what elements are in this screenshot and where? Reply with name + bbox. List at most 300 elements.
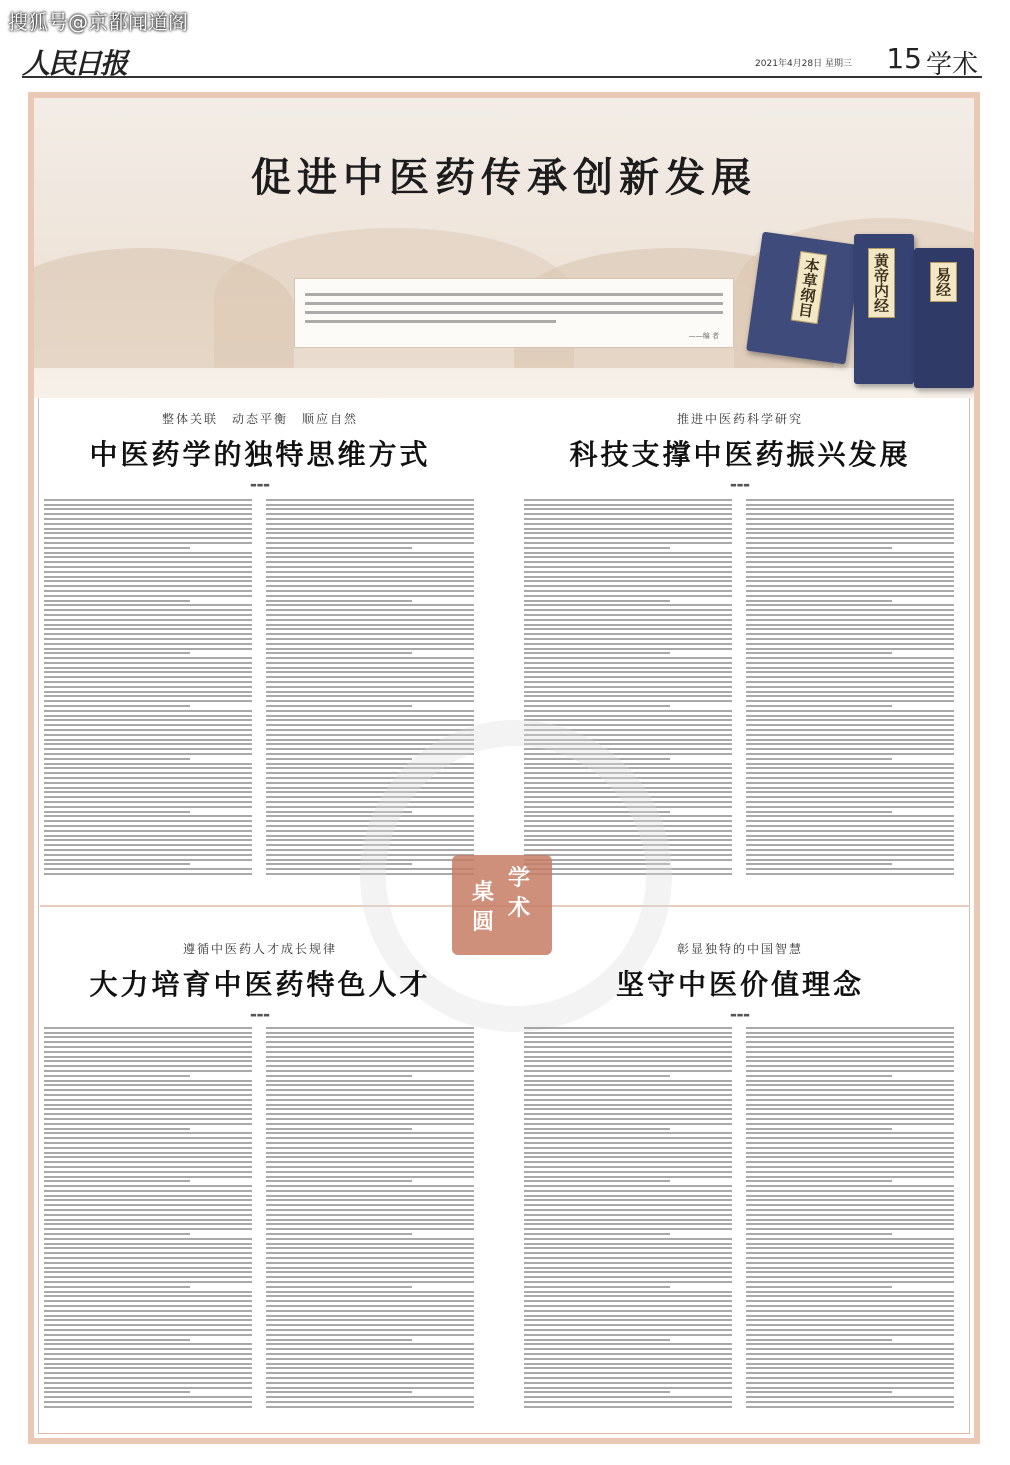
text-line <box>266 1382 474 1384</box>
text-line <box>44 1156 252 1158</box>
article-headline: 大力培育中医药特色人才 <box>89 968 431 1001</box>
text-line <box>266 758 412 760</box>
text-line <box>44 528 252 530</box>
text-line <box>746 499 954 501</box>
text-line <box>524 590 732 592</box>
text-line <box>746 585 954 587</box>
text-line <box>266 1243 474 1245</box>
text-line <box>44 585 252 587</box>
article-headline: 中医药学的独特思维方式 <box>89 438 431 471</box>
text-line <box>524 1247 732 1249</box>
text-line <box>524 1358 732 1360</box>
text-line <box>44 1108 252 1110</box>
masthead <box>22 42 982 78</box>
text-line <box>746 604 954 606</box>
text-line <box>746 700 954 702</box>
text-line <box>266 1343 474 1345</box>
text-line <box>746 729 954 731</box>
text-line <box>746 1377 954 1379</box>
text-line <box>746 1310 954 1312</box>
text-line <box>746 825 954 827</box>
text-line <box>746 1118 954 1120</box>
text-line <box>266 619 474 621</box>
text-line <box>746 1305 954 1307</box>
text-line <box>266 1065 474 1067</box>
text-line <box>746 1401 954 1403</box>
text-line <box>44 796 252 798</box>
text-line <box>44 1267 252 1269</box>
text-line <box>266 1377 474 1379</box>
text-line <box>44 523 252 525</box>
text-line <box>44 1291 252 1293</box>
text-line <box>746 777 954 779</box>
article-byline: ▬▬▬ <box>730 481 750 489</box>
text-line <box>266 1363 474 1365</box>
text-line <box>524 1223 732 1225</box>
text-line <box>746 734 954 736</box>
text-line <box>266 1147 474 1149</box>
text-line <box>524 1305 732 1307</box>
text-line <box>266 1113 474 1115</box>
text-line <box>524 556 732 558</box>
text-line <box>524 552 732 554</box>
text-line <box>44 657 252 659</box>
text-line <box>266 1262 474 1264</box>
article-4-body <box>524 1024 954 1409</box>
text-line <box>266 1094 474 1096</box>
text-line <box>746 724 954 726</box>
text-line <box>524 1252 732 1254</box>
text-line <box>524 695 732 697</box>
watermark: 搜狐号@京都闻道阁 <box>8 10 188 34</box>
text-line <box>746 753 954 755</box>
text-line <box>524 1094 732 1096</box>
text-line <box>746 532 954 534</box>
text-line <box>746 643 954 645</box>
text-line <box>746 811 892 813</box>
text-line <box>44 787 252 789</box>
text-line <box>524 513 732 515</box>
section-name: 学术 <box>925 50 978 80</box>
text-line <box>44 1104 252 1106</box>
text-line <box>746 1176 954 1178</box>
seal-char: 术 <box>508 895 531 921</box>
text-line <box>266 719 474 721</box>
text-line <box>44 1075 190 1077</box>
text-line <box>44 1262 252 1264</box>
text-line <box>524 691 732 693</box>
text-line <box>524 1319 732 1321</box>
text-line <box>266 1137 474 1139</box>
text-line <box>746 1358 954 1360</box>
text-line <box>524 1233 670 1235</box>
text-line <box>524 676 732 678</box>
text-line <box>524 1185 732 1187</box>
text-line <box>266 614 474 616</box>
text-line <box>266 532 474 534</box>
text-line <box>44 628 252 630</box>
text-line <box>44 1252 252 1254</box>
text-line <box>44 1334 252 1336</box>
text-line <box>746 758 892 760</box>
text-line <box>746 844 954 846</box>
text-line <box>524 1243 732 1245</box>
text-line <box>746 638 954 640</box>
text-line <box>44 1046 252 1048</box>
text-line <box>44 1238 252 1240</box>
text-line <box>44 1070 252 1072</box>
text-line <box>746 528 954 530</box>
text-line <box>524 1032 732 1034</box>
text-line <box>266 1391 412 1393</box>
text-line <box>746 1142 954 1144</box>
text-line <box>44 700 252 702</box>
text-line <box>266 1075 412 1077</box>
text-line <box>266 1099 474 1101</box>
text-line <box>524 643 732 645</box>
text-line <box>746 1324 954 1326</box>
text-line <box>524 609 732 611</box>
text-line <box>746 1329 954 1331</box>
text-line <box>746 595 954 597</box>
text-column <box>524 1024 732 1409</box>
text-line <box>266 1276 474 1278</box>
text-line <box>266 1281 474 1283</box>
text-line <box>746 763 954 765</box>
newspaper-logo: 人民日报 <box>22 47 127 80</box>
text-line <box>746 1027 954 1029</box>
text-line <box>524 1310 732 1312</box>
text-line <box>524 1142 732 1144</box>
text-line <box>44 1372 252 1374</box>
text-line <box>524 638 732 640</box>
text-line <box>746 1180 892 1182</box>
text-line <box>746 695 954 697</box>
text-line <box>44 1315 252 1317</box>
text-line <box>524 1271 732 1273</box>
book-title-2: 黄帝内经 <box>868 248 895 318</box>
text-line <box>44 825 252 827</box>
text-line <box>746 1214 954 1216</box>
text-line <box>524 1108 732 1110</box>
text-line <box>266 1032 474 1034</box>
text-line <box>266 542 474 544</box>
text-line <box>524 1056 732 1058</box>
text-line <box>44 1305 252 1307</box>
text-line <box>746 1363 954 1365</box>
text-line <box>266 1295 474 1297</box>
text-line <box>524 1099 732 1101</box>
editor-intro <box>294 278 734 348</box>
text-line <box>44 868 252 870</box>
title-banner <box>34 98 974 398</box>
text-line <box>44 1065 252 1067</box>
text-line <box>524 1382 732 1384</box>
text-line <box>746 1343 954 1345</box>
text-line <box>746 1233 892 1235</box>
text-line <box>44 681 252 683</box>
text-line <box>266 1367 474 1369</box>
text-line <box>44 1209 252 1211</box>
text-line <box>524 1060 732 1062</box>
text-line <box>266 1104 474 1106</box>
article-headline: 坚守中医价值理念 <box>615 968 864 1001</box>
text-line <box>524 561 732 563</box>
text-line <box>266 1223 474 1225</box>
text-line <box>44 1363 252 1365</box>
text-line <box>524 1075 670 1077</box>
text-line <box>746 561 954 563</box>
text-line <box>524 628 732 630</box>
text-line <box>44 849 252 851</box>
article-thinking-mode <box>40 410 480 489</box>
text-line <box>524 1128 670 1130</box>
text-line <box>746 1152 954 1154</box>
text-line <box>746 1123 954 1125</box>
text-line <box>524 1343 732 1345</box>
text-line <box>524 681 732 683</box>
text-line <box>746 1339 892 1341</box>
text-line <box>44 753 252 755</box>
text-line <box>746 681 954 683</box>
text-line <box>44 806 252 808</box>
text-line <box>524 576 732 578</box>
text-line <box>524 614 732 616</box>
text-line <box>746 1065 954 1067</box>
text-line <box>746 686 954 688</box>
text-line <box>524 1324 732 1326</box>
text-line <box>44 1281 252 1283</box>
text-line <box>44 508 252 510</box>
text-line <box>44 748 252 750</box>
text-line <box>266 585 474 587</box>
text-line <box>524 1219 732 1221</box>
text-line <box>524 1065 732 1067</box>
text-line <box>44 791 252 793</box>
text-line <box>44 1036 252 1038</box>
text-line <box>44 499 252 501</box>
text-line <box>44 763 252 765</box>
text-line <box>524 1041 732 1043</box>
text-line <box>44 1118 252 1120</box>
text-line <box>266 1199 474 1201</box>
text-line <box>266 648 474 650</box>
text-line <box>266 504 474 506</box>
text-line <box>524 1176 732 1178</box>
text-line <box>524 1353 732 1355</box>
text-line <box>266 1060 474 1062</box>
text-line <box>266 1324 474 1326</box>
text-line <box>746 1276 954 1278</box>
text-line <box>44 1233 190 1235</box>
text-line <box>746 1166 954 1168</box>
text-line <box>746 1046 954 1048</box>
text-line <box>266 1185 474 1187</box>
text-line <box>746 648 954 650</box>
text-line <box>746 806 954 808</box>
seal-char: 学 <box>508 865 531 891</box>
text-line <box>524 523 732 525</box>
text-line <box>44 1123 252 1125</box>
text-line <box>746 1075 892 1077</box>
text-line <box>524 518 732 520</box>
text-line <box>746 609 954 611</box>
text-line <box>746 1195 954 1197</box>
text-line <box>44 1300 252 1302</box>
text-line <box>44 1147 252 1149</box>
text-line <box>746 1060 954 1062</box>
text-line <box>266 700 474 702</box>
text-line <box>44 758 190 760</box>
text-line <box>746 1295 954 1297</box>
text-line <box>746 657 954 659</box>
text-line <box>746 667 954 669</box>
text-line <box>524 547 670 549</box>
text-line <box>524 1295 732 1297</box>
text-line <box>746 1300 954 1302</box>
text-line <box>746 1147 954 1149</box>
text-line <box>746 1286 892 1288</box>
text-line <box>746 1257 954 1259</box>
text-line <box>746 542 954 544</box>
text-line <box>44 504 252 506</box>
text-line <box>44 667 252 669</box>
text-line <box>44 719 252 721</box>
text-line <box>524 1027 732 1029</box>
text-line <box>524 1300 732 1302</box>
text-line <box>44 1324 252 1326</box>
text-line <box>524 1104 732 1106</box>
text-line <box>746 1056 954 1058</box>
text-line <box>44 1401 252 1403</box>
text-line <box>266 671 474 673</box>
text-line <box>266 628 474 630</box>
text-line <box>44 1228 252 1230</box>
text-line <box>44 1137 252 1139</box>
text-line <box>746 863 892 865</box>
article-kicker: 推进中医药科学研究 <box>676 412 803 426</box>
text-line <box>746 1128 892 1130</box>
article-technology-support <box>520 410 960 489</box>
text-line <box>746 1281 954 1283</box>
text-line <box>266 686 474 688</box>
text-line <box>524 1051 732 1053</box>
text-line <box>524 1257 732 1259</box>
text-line <box>44 739 252 741</box>
text-line <box>266 633 474 635</box>
text-line <box>524 1036 732 1038</box>
text-line <box>524 1080 732 1082</box>
text-line <box>746 820 954 822</box>
text-line <box>524 1204 732 1206</box>
text-line <box>524 1199 732 1201</box>
text-line <box>524 1137 732 1139</box>
text-line <box>266 1257 474 1259</box>
text-line <box>44 648 252 650</box>
text-line <box>266 1305 474 1307</box>
text-line <box>524 710 732 712</box>
text-line <box>44 1310 252 1312</box>
text-line <box>44 532 252 534</box>
text-column <box>44 496 252 876</box>
text-line <box>746 1382 954 1384</box>
text-line <box>524 1276 732 1278</box>
book-title-1: 本草纲目 <box>791 251 827 324</box>
text-line <box>44 600 190 602</box>
text-line <box>266 1195 474 1197</box>
text-line <box>266 715 474 717</box>
article-byline: ▬▬▬ <box>250 481 270 489</box>
text-line <box>746 1319 954 1321</box>
text-line <box>524 604 732 606</box>
text-line <box>266 1046 474 1048</box>
text-line <box>746 671 954 673</box>
text-line <box>44 1204 252 1206</box>
text-line <box>266 1036 474 1038</box>
text-line <box>524 1372 732 1374</box>
text-line <box>44 1219 252 1221</box>
text-line <box>266 1089 474 1091</box>
text-line <box>746 1372 954 1374</box>
text-line <box>746 1267 954 1269</box>
text-line <box>44 1041 252 1043</box>
text-line <box>266 1204 474 1206</box>
text-line <box>266 1084 474 1086</box>
text-line <box>266 580 474 582</box>
text-line <box>44 1099 252 1101</box>
text-line <box>44 1353 252 1355</box>
text-line <box>746 556 954 558</box>
text-line <box>524 1406 732 1408</box>
text-line <box>524 1339 670 1341</box>
text-line <box>746 1367 954 1369</box>
text-line <box>44 595 252 597</box>
text-line <box>524 1190 732 1192</box>
text-line <box>266 667 474 669</box>
text-line <box>266 1142 474 1144</box>
text-line <box>44 1257 252 1259</box>
text-line <box>266 710 474 712</box>
text-line <box>524 667 732 669</box>
text-line <box>524 1113 732 1115</box>
text-line <box>746 854 954 856</box>
text-line <box>746 1161 954 1163</box>
text-line <box>746 600 892 602</box>
seal-char: 圆 <box>472 909 495 935</box>
text-line <box>44 1247 252 1249</box>
text-line <box>524 580 732 582</box>
text-line <box>44 1223 252 1225</box>
text-line <box>44 811 190 813</box>
text-line <box>44 715 252 717</box>
text-line <box>746 1252 954 1254</box>
text-line <box>524 633 732 635</box>
text-line <box>746 796 954 798</box>
article-byline: ▬▬▬ <box>250 1011 270 1019</box>
text-line <box>266 1387 474 1389</box>
text-line <box>524 1166 732 1168</box>
text-line <box>746 705 892 707</box>
text-line <box>44 590 252 592</box>
text-line <box>746 1036 954 1038</box>
text-line <box>44 1214 252 1216</box>
text-line <box>746 719 954 721</box>
text-line <box>746 1070 954 1072</box>
text-line <box>44 835 252 837</box>
text-line <box>524 652 670 654</box>
text-line <box>44 1060 252 1062</box>
text-line <box>746 691 954 693</box>
